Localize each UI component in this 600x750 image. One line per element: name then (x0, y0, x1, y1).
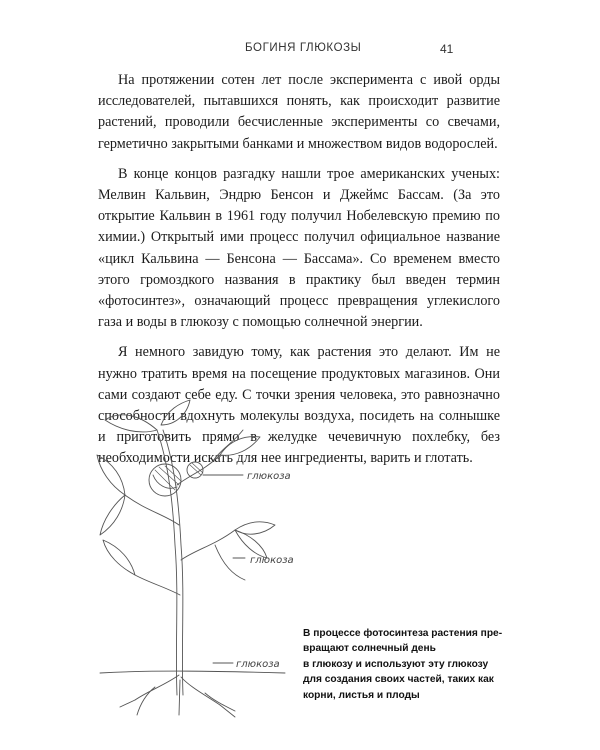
paragraph-2: В конце концов разгадку нашли трое американских ученых: Мелвин Кальвин, Эндрю Бенсон и Джеймс Бассам. (За это открытие Кальвин в 1961 году получил Нобелевскую премию по химии.) Открытый ими процесс получил официальное название «цикл Кальвина — Бенсона — Бассама». Со временем вместо этого громоздкого названия в практику был введен термин «фотосинтез», означающий процесс превращения углекислого газа и воды в глюкозу с помощью солнечной энергии. (98, 165, 500, 331)
caption-line: вращают солнечный день (303, 643, 436, 655)
caption-line: корни, листья и плоды (303, 689, 420, 701)
page-number: 41 (440, 42, 454, 56)
paragraph-3: Я немного завидую тому, как растения это делают. Им не нужно тратить время на посещение продуктовых магазинов. Они сами создают себе еду. С точки зрения человека, это равнозначно способности вдохнуть молекулы воздуха, посидеть на солнышке и приготовить прямо в желудке чечевичную похлебку, без необходимости искать для нее ингредиенты, варить и глотать. (98, 344, 500, 467)
running-head (0, 42, 600, 62)
label-glucose-leaf: глюкоза (250, 555, 294, 566)
plant-illustration (95, 395, 295, 720)
label-glucose-root: глюкоза (236, 659, 280, 670)
illustration-caption (303, 626, 503, 703)
caption-line: для создания своих частей, таких как (303, 674, 494, 686)
label-glucose-fruit: глюкоза (247, 471, 291, 482)
paragraph-1: На протяжении сотен лет после эксперимента с ивой орды исследователей, пытавшихся понять, как происходит развитие растений, проводили бесчисленные эксперименты со свечами, герметично закрытыми банками и множеством видов водорослей. (98, 72, 500, 152)
caption-line: В процессе фотосинтеза растения пре- (303, 628, 503, 639)
plant-drawing (95, 395, 295, 720)
caption-line: в глюкозу и используют эту глюкозу (303, 658, 489, 670)
book-title: БОГИНЯ ГЛЮКОЗЫ (245, 42, 362, 54)
